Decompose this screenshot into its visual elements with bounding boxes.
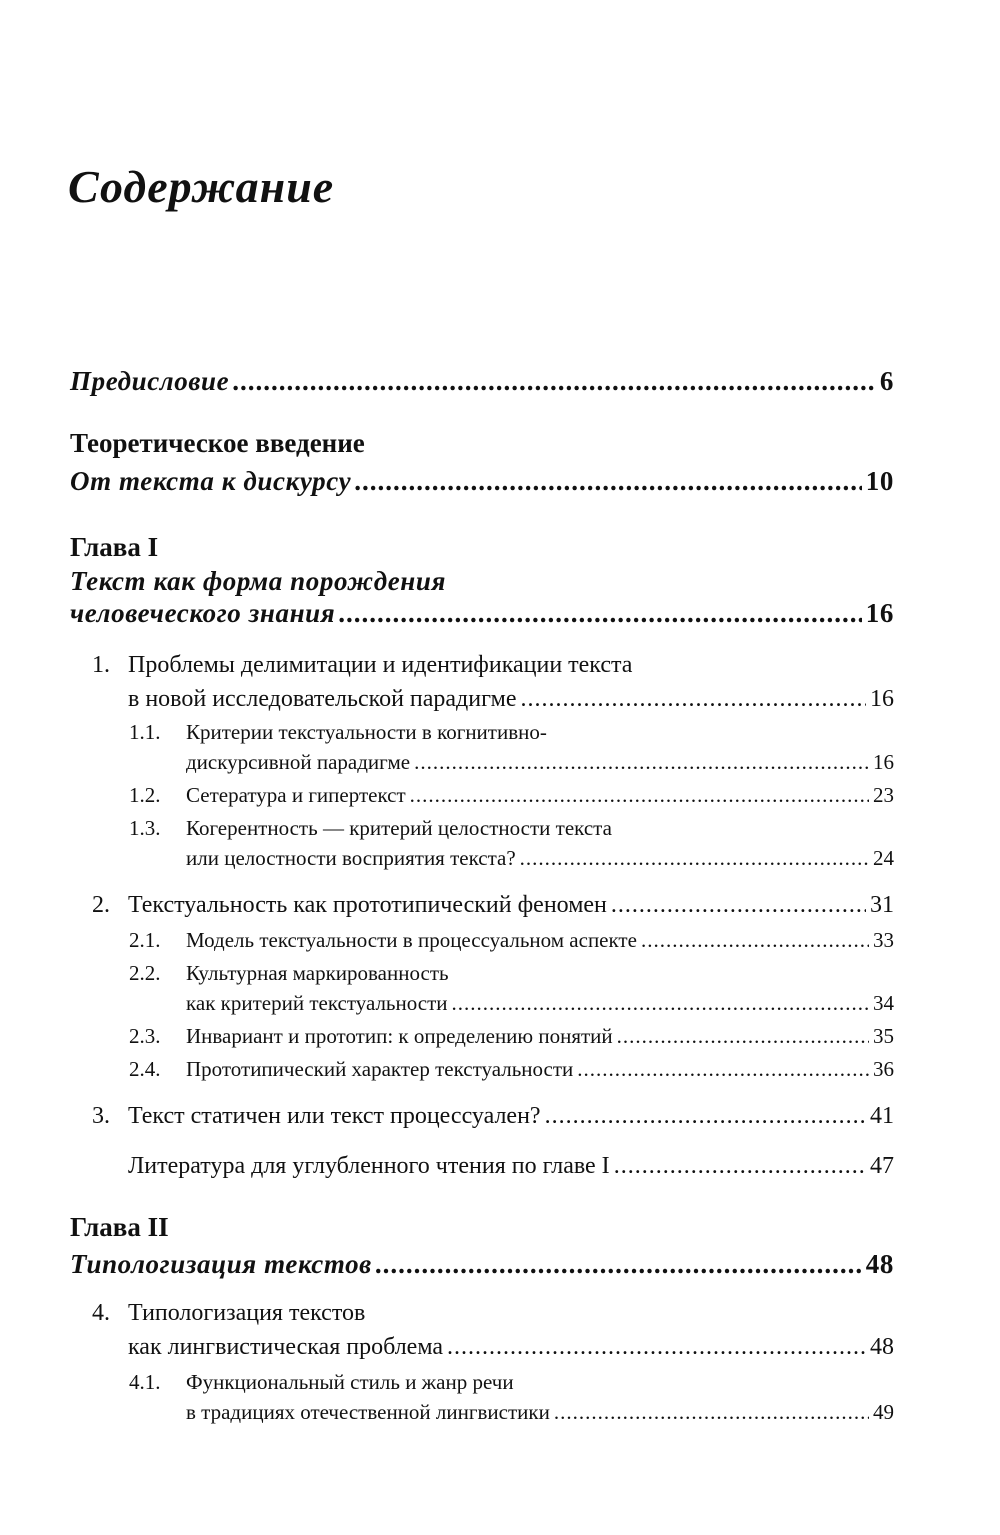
section-2-number: 2. (92, 892, 110, 918)
entry-label: Модель текстуальности в процессуальном аспекте (186, 928, 637, 952)
subsection-2-2-number: 2.2. (129, 961, 161, 985)
entry-page: 24 (873, 846, 894, 870)
entry-label: или целостности восприятия текста? (186, 846, 516, 870)
entry-label: как критерий текстуальности (186, 991, 448, 1015)
leader-dots (355, 466, 862, 497)
intro-heading: Теоретическое введение (70, 428, 365, 458)
entry-label: дискурсивной парадигме (186, 750, 411, 774)
toc-entry-subsection-2-3[interactable] (186, 1024, 894, 1049)
leader-dots (452, 991, 869, 1016)
subsection-1-3-line1: Когерентность — критерий целостности текста (186, 816, 612, 840)
section-1-line1: Проблемы делимитации и идентификации текста (128, 652, 633, 678)
entry-page: 16 (865, 598, 894, 628)
toc-entry-preface[interactable] (70, 366, 894, 397)
toc-entry-subsection-2-4[interactable] (186, 1057, 894, 1082)
entry-page: 49 (873, 1400, 894, 1424)
entry-page: 23 (873, 783, 894, 807)
subsection-2-2-line1: Культурная маркированность (186, 961, 449, 985)
toc-entry-subsection-2-1[interactable] (186, 928, 894, 953)
entry-page: 10 (865, 466, 894, 496)
entry-page: 48 (870, 1334, 894, 1360)
entry-page: 16 (873, 750, 894, 774)
section-4-number: 4. (92, 1300, 110, 1326)
leader-dots (376, 1249, 862, 1280)
entry-label: Сетература и гипертекст (186, 783, 406, 807)
toc-entry-section-3[interactable] (128, 1103, 894, 1130)
subsection-4-1-number: 4.1. (129, 1370, 161, 1394)
leader-dots (641, 928, 869, 953)
chapter2-heading: Глава II (70, 1212, 169, 1242)
toc-entry-subsection-4-1[interactable] (186, 1400, 894, 1425)
leader-dots (577, 1057, 869, 1082)
entry-label: Инвариант и прототип: к определению понятий (186, 1024, 613, 1048)
entry-page: 48 (865, 1249, 894, 1279)
toc-entry-chapter2[interactable] (70, 1249, 894, 1280)
subsection-1-3-number: 1.3. (129, 816, 161, 840)
entry-label: Текст статичен или текст процессуален? (128, 1103, 541, 1129)
leader-dots (414, 750, 869, 775)
toc-entry-intro[interactable] (70, 466, 894, 497)
entry-page: 36 (873, 1057, 894, 1081)
leader-dots (545, 1103, 866, 1130)
entry-label: Текстуальность как прототипический феномен (128, 892, 607, 918)
toc-entry-subsection-1-3[interactable] (186, 846, 894, 871)
chapter1-heading: Глава I (70, 532, 159, 562)
entry-page: 35 (873, 1024, 894, 1048)
leader-dots (233, 366, 876, 397)
subsection-4-1-line1: Функциональный стиль и жанр речи (186, 1370, 514, 1394)
subsection-1-2-number: 1.2. (129, 783, 161, 807)
toc-entry-subsection-1-1[interactable] (186, 750, 894, 775)
section-4-line1: Типологизация текстов (128, 1300, 366, 1326)
entry-page: 31 (870, 892, 894, 918)
toc-entry-section-4[interactable] (128, 1334, 894, 1361)
entry-label: Типологизация текстов (70, 1249, 372, 1279)
toc-entry-literature[interactable] (128, 1153, 894, 1180)
entry-label: как лингвистическая проблема (128, 1334, 443, 1360)
entry-page: 6 (879, 366, 894, 396)
entry-label: Предисловие (70, 366, 230, 396)
entry-page: 34 (873, 991, 894, 1015)
toc-entry-subsection-1-2[interactable] (186, 783, 894, 808)
entry-page: 41 (870, 1103, 894, 1129)
toc-entry-subsection-2-2[interactable] (186, 991, 894, 1016)
entry-page: 33 (873, 928, 894, 952)
entry-page: 16 (870, 686, 894, 712)
entry-label: От текста к дискурсу (70, 466, 352, 496)
subsection-2-1-number: 2.1. (129, 928, 161, 952)
leader-dots (520, 686, 866, 713)
toc-entry-section-1[interactable] (128, 686, 894, 713)
entry-label: Литература для углубленного чтения по главе I (128, 1153, 610, 1179)
toc-entry-chapter1[interactable] (70, 598, 894, 629)
entry-page: 47 (870, 1153, 894, 1179)
section-1-number: 1. (92, 652, 110, 678)
leader-dots (339, 598, 862, 629)
leader-dots (447, 1334, 866, 1361)
entry-label: в новой исследовательской парадигме (128, 686, 517, 712)
chapter1-title-line1: Текст как форма порождения (70, 566, 447, 596)
leader-dots (410, 783, 869, 808)
subsection-1-1-number: 1.1. (129, 720, 161, 744)
entry-label: Прототипический характер текстуальности (186, 1057, 574, 1081)
subsection-2-3-number: 2.3. (129, 1024, 161, 1048)
subsection-1-1-line1: Критерии текстуальности в когнитивно- (186, 720, 547, 744)
leader-dots (554, 1400, 869, 1425)
entry-label: в традициях отечественной лингвистики (186, 1400, 550, 1424)
leader-dots (614, 1153, 866, 1180)
leader-dots (617, 1024, 869, 1049)
subsection-2-4-number: 2.4. (129, 1057, 161, 1081)
leader-dots (611, 892, 866, 919)
leader-dots (520, 846, 869, 871)
page-title: Содержание (68, 161, 335, 212)
entry-label: человеческого знания (70, 598, 336, 628)
toc-entry-section-2[interactable] (128, 892, 894, 919)
section-3-number: 3. (92, 1103, 110, 1129)
